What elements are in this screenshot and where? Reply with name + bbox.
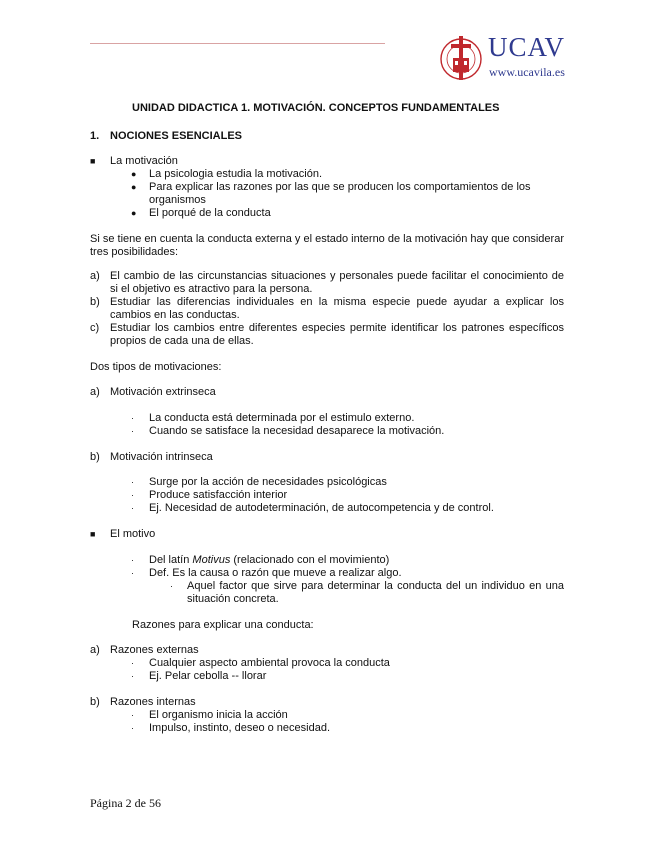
small-bullet-icon: · <box>131 490 134 500</box>
list-item: Cuando se satisface la necesidad desaparece la motivación. <box>149 425 445 437</box>
list-subitem: Aquel factor que sirve para determinar la conducta del un individuo en una situación concreta. <box>187 580 564 605</box>
extrinseca-label: Motivación extrinseca <box>110 386 216 398</box>
intro-paragraph: Si se tiene en cuenta la conducta externa y el estado interno de la motivación hay que considerar tres posibilidades: <box>90 233 564 258</box>
list-item <box>149 554 389 567</box>
list-item: Cualquier aspecto ambiental provoca la conducta <box>149 657 390 669</box>
small-bullet-icon: · <box>131 426 134 436</box>
square-bullet-icon: ■ <box>90 156 96 166</box>
header-rule <box>90 43 385 44</box>
small-bullet-icon: · <box>131 555 134 565</box>
university-seal-icon <box>438 32 484 86</box>
square-bullet-icon: ■ <box>90 529 96 539</box>
list-item: Def. Es la causa o razón que mueve a realizar algo. <box>149 567 402 579</box>
dot-bullet-icon: ● <box>131 182 137 192</box>
list-item: Surge por la acción de necesidades psicológicas <box>149 476 387 488</box>
internas-label: Razones internas <box>110 696 196 708</box>
list-marker: c) <box>90 322 100 334</box>
externas-label: Razones externas <box>110 644 199 656</box>
intrinseca-label: Motivación intrinseca <box>110 451 213 463</box>
small-bullet-icon: · <box>131 413 134 423</box>
list-marker: b) <box>90 296 100 308</box>
tipos-label: Dos tipos de motivaciones: <box>90 361 222 373</box>
section-number: 1. <box>90 130 100 142</box>
small-bullet-icon: · <box>131 568 134 578</box>
list-item: Ej. Pelar cebolla -- llorar <box>149 670 267 682</box>
small-bullet-icon: · <box>170 581 173 591</box>
small-bullet-icon: · <box>131 671 134 681</box>
list-item: Estudiar los cambios entre diferentes especies permite identificar los patrones específicos propios de cada una de ellas. <box>110 322 564 347</box>
logo-url[interactable]: www.ucavila.es <box>489 65 565 79</box>
small-bullet-icon: · <box>131 723 134 733</box>
list-item: La conducta está determinada por el estimulo externo. <box>149 412 415 424</box>
list-item: Ej. Necesidad de autodeterminación, de autocompetencia y de control. <box>149 502 494 514</box>
motivo-label: El motivo <box>110 528 156 540</box>
small-bullet-icon: · <box>131 658 134 668</box>
list-item: El cambio de las circunstancias situaciones y personales puede facilitar el conocimiento de si el objetivo es atractivo para la persona. <box>110 270 564 295</box>
list-marker: b) <box>90 696 100 708</box>
dot-bullet-icon: ● <box>131 208 137 218</box>
logo-text: UCAV <box>488 32 566 62</box>
list-marker: a) <box>90 644 100 656</box>
list-item: El porqué de la conducta <box>149 207 271 219</box>
list-item: La psicologia estudia la motivación. <box>149 168 323 180</box>
razones-label: Razones para explicar una conducta: <box>132 619 314 631</box>
latin-suffix: (relacionado con el movimiento) <box>230 554 390 566</box>
motivacion-label: La motivación <box>110 155 178 167</box>
list-item: Produce satisfacción interior <box>149 489 288 501</box>
latin-word: Motivus <box>192 554 231 566</box>
latin-prefix: Del latín <box>149 554 193 566</box>
page-number: Página 2 de 56 <box>90 796 161 810</box>
list-item: Para explicar las razones por las que se producen los comportamientos de los <box>149 181 531 193</box>
list-item: El organismo inicia la acción <box>149 709 288 721</box>
list-marker: a) <box>90 386 100 398</box>
ucav-logo <box>438 32 578 88</box>
list-marker: a) <box>90 270 100 282</box>
small-bullet-icon: · <box>131 477 134 487</box>
list-marker: b) <box>90 451 100 463</box>
list-item: Impulso, instinto, deseo o necesidad. <box>149 722 331 734</box>
small-bullet-icon: · <box>131 710 134 720</box>
small-bullet-icon: · <box>131 503 134 513</box>
page-title: UNIDAD DIDACTICA 1. MOTIVACIÓN. CONCEPTOS FUNDAMENTALES <box>132 102 500 114</box>
list-item: Estudiar las diferencias individuales en la misma especie puede ayudar a explicar los cambios en las conductas. <box>110 296 564 321</box>
section-title: NOCIONES ESENCIALES <box>110 130 243 142</box>
list-item-continuation: organismos <box>149 194 206 206</box>
dot-bullet-icon: ● <box>131 169 137 179</box>
